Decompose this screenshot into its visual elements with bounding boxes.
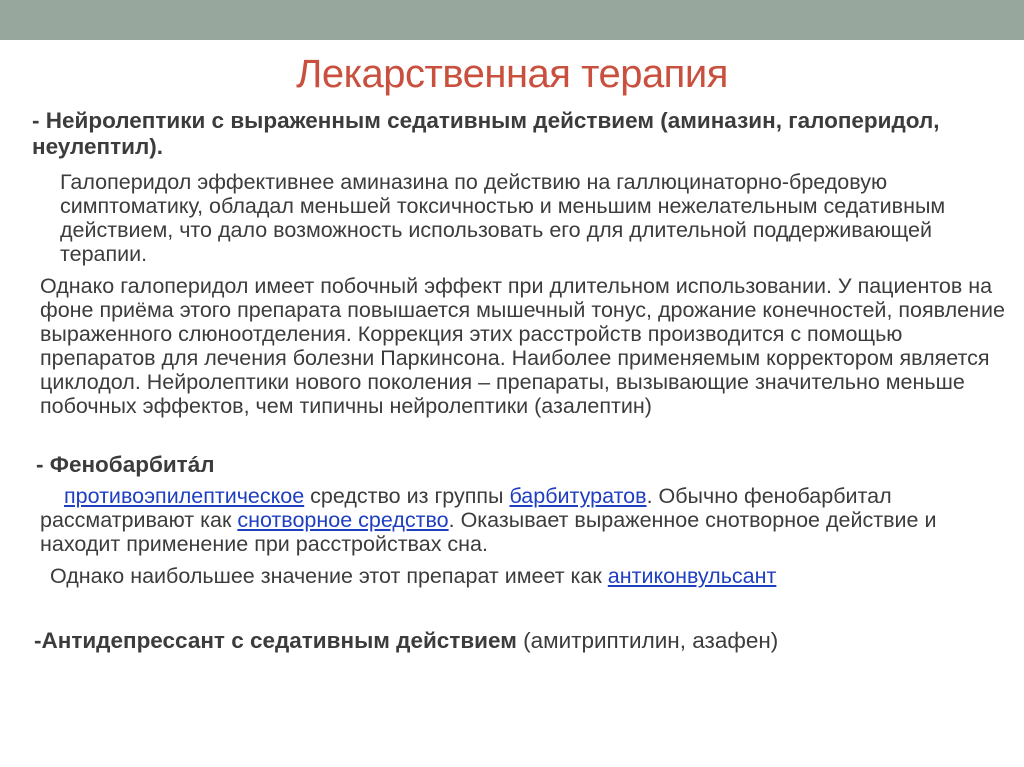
- link-barbiturates[interactable]: барбитуратов: [509, 484, 647, 508]
- top-bar: [0, 0, 1024, 40]
- anticonvulsant-text: Однако наибольшее значение этот препарат имеет как: [50, 564, 608, 588]
- side-effects-paragraph: Однако галоперидол имеет побочный эффект при длительном использовании. У пациентов на фоне приёма этого препарата повышается мышечный тонус, дрожание конечностей, появление выраженного слюноотделения. Коррекция этих расстройств производится с помощью препаратов для лечения болезни Паркинсона. Наиболее применяемым корректором является циклодол. Нейролептики нового поколения – препараты, вызывающие значительно меньше побочных эффектов, чем типичны нейролептики (азалептин): [40, 274, 1005, 418]
- link-antiepileptic[interactable]: противоэпилептическое: [64, 484, 305, 508]
- phenobarbital-paragraph: [40, 484, 1015, 556]
- link-anticonvulsant[interactable]: антиконвульсант: [607, 564, 777, 588]
- haloperidol-paragraph: Галоперидол эффективнее аминазина по действию на галлюцинаторно-бредовую симптоматику, обладал меньшей токсичностью и меньшим нежелательным седативным действием, что дало возможность использовать его для длительной поддерживающей терапии.: [60, 170, 946, 266]
- link-sleeping-drug[interactable]: снотворное средство: [237, 508, 449, 532]
- phenobarbital-text-a: средство из группы: [304, 484, 510, 508]
- section-antidepressant: [34, 628, 1015, 654]
- phenobarbital-text-c: . Оказывает выраженное снотворное действие и находит применение при расстройствах сна.: [40, 508, 937, 556]
- section-phenobarbital-heading: - Фенобарбитáл: [36, 452, 215, 477]
- slide-content: [32, 108, 1015, 654]
- antidepressant-examples: (амитриптилин, азафен): [516, 628, 779, 653]
- anticonvulsant-paragraph: [40, 564, 1015, 588]
- antidepressant-heading: -Антидепрессант с седативным действием: [34, 628, 517, 653]
- phenobarbital-text-b: . Обычно фенобарбитал рассматривают как: [40, 484, 892, 532]
- section-neuroleptics-heading: - Нейролептики с выраженным седативным действием (аминазин, галоперидол, неулептил).: [32, 108, 940, 159]
- slide-title: Лекарственная терапия: [296, 52, 728, 96]
